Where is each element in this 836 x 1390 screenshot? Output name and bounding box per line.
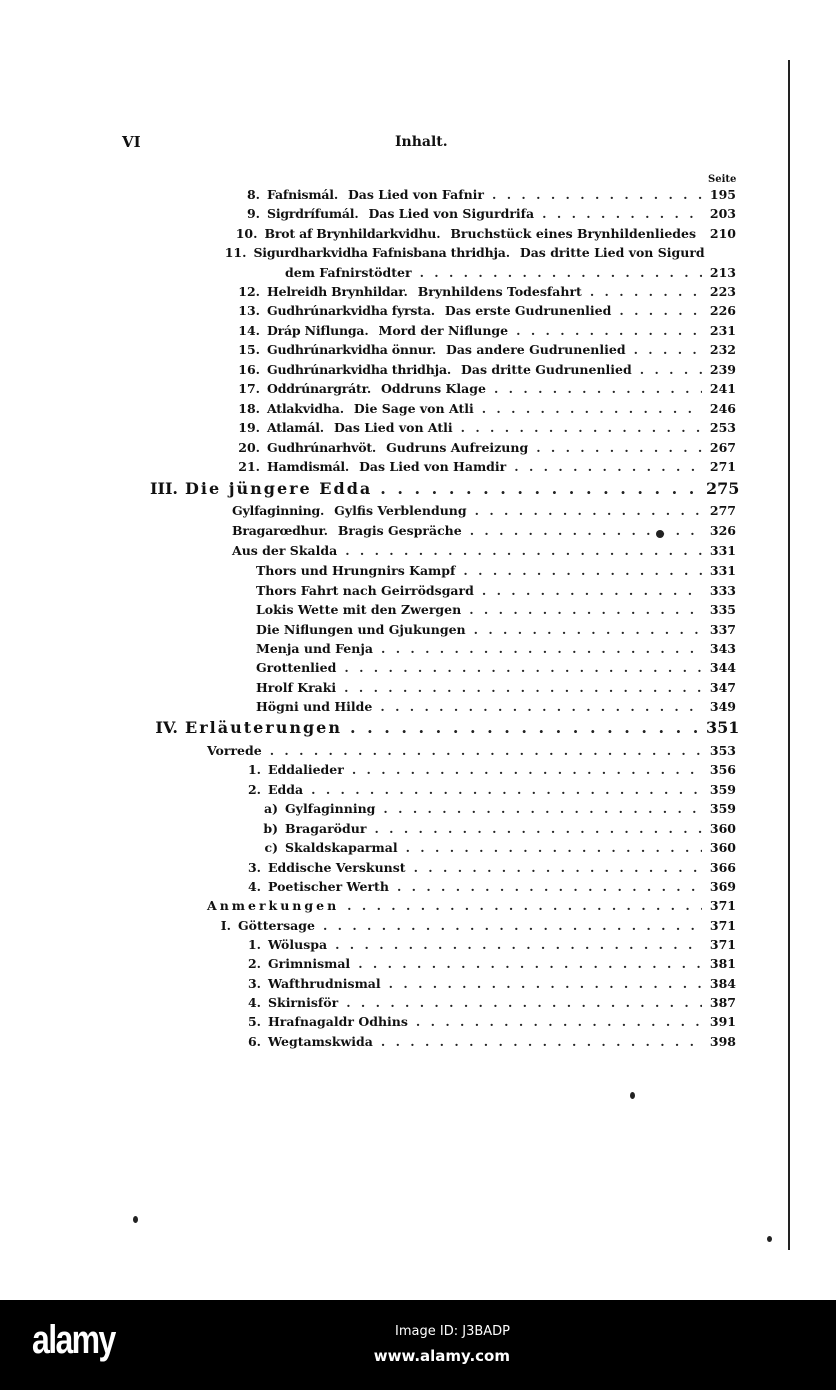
entry-latin-title: Oddrúnargrátr. (267, 381, 372, 396)
toc-entry (222, 419, 736, 437)
entry-german-title: Erläuterungen (185, 718, 342, 737)
scan-speck (656, 530, 664, 538)
entry-page-number: 195 (709, 187, 736, 202)
toc-entry (256, 698, 736, 716)
toc-entry (256, 659, 736, 677)
toc-entry (222, 244, 736, 262)
toc-entry (230, 1013, 736, 1031)
entry-page-number: 277 (709, 503, 736, 518)
dot-leader (397, 878, 702, 896)
toc-entry (232, 542, 736, 560)
watermark-bar (0, 1300, 836, 1390)
entry-number: 4. (247, 879, 261, 894)
entry-page-number: 213 (709, 265, 736, 280)
entry-german-title: Das Lied von Hamdir (359, 459, 507, 474)
entry-number: 2. (247, 782, 261, 797)
entry-number: 8. (246, 187, 260, 202)
entry-page-number: 210 (709, 226, 736, 241)
dot-leader (381, 1033, 702, 1051)
entry-number: 19. (238, 420, 260, 435)
toc-entry (222, 205, 736, 223)
entry-page-number: 335 (709, 602, 736, 617)
dot-leader (380, 698, 702, 716)
toc-entry (285, 264, 736, 282)
dot-leader (640, 361, 702, 379)
dot-leader (516, 322, 702, 340)
entry-number: 3. (247, 860, 261, 875)
entry-number: 14. (238, 323, 260, 338)
toc-entry (230, 781, 736, 799)
entry-page-number: 326 (709, 523, 736, 538)
entry-number: I. (220, 918, 231, 933)
running-head: Inhalt. (395, 134, 448, 150)
entry-latin-title: Sigrdrífumál. (267, 206, 359, 221)
dot-leader (542, 205, 702, 223)
entry-number: 6. (247, 1034, 261, 1049)
entry-number: 21. (238, 459, 260, 474)
dot-leader (494, 380, 702, 398)
dot-leader (380, 480, 702, 498)
entry-page-number: 359 (709, 782, 736, 797)
entry-latin-title: Gudhrúnarkvidha thridhja. (267, 362, 451, 377)
entry-german-title: Thors und Hrungnirs Kampf (256, 563, 456, 578)
entry-latin-title: Dráp Niflunga. (267, 323, 369, 338)
entry-page-number: 331 (709, 563, 736, 578)
dot-leader (383, 800, 702, 818)
alamy-logo: alamy (32, 1318, 115, 1362)
toc-entry (255, 820, 736, 838)
dot-leader (406, 839, 702, 857)
entry-latin-title: Gylfaginning. (232, 503, 325, 518)
dot-leader (463, 562, 702, 580)
toc-entry (230, 761, 736, 779)
entry-german-title: dem Fafnirstödter (285, 265, 412, 280)
dot-leader (469, 601, 702, 619)
entry-german-title: Poetischer Werth (268, 879, 389, 894)
entry-german-title: Bragarödur (285, 821, 367, 836)
dot-leader (492, 186, 702, 204)
entry-german-title: Skirnisför (268, 995, 339, 1010)
entry-german-title: Mord der Niflunge (378, 323, 509, 338)
entry-german-title: Eddalieder (268, 762, 344, 777)
entry-page-number: 223 (709, 284, 736, 299)
toc-entry (230, 859, 736, 877)
entry-page-number: 267 (709, 440, 736, 455)
entry-german-title: Das Lied von Sigurdrifa (368, 206, 535, 221)
toc-entry (222, 322, 736, 340)
entry-number: 2. (247, 956, 261, 971)
dot-leader (470, 522, 702, 540)
entry-latin-title: Gudhrúnarkvidha önnur. (267, 342, 436, 357)
entry-german-title: Die Sage von Atli (353, 401, 474, 416)
entry-german-title: Das erste Gudrunenlied (444, 303, 612, 318)
toc-entry (207, 742, 736, 760)
toc-entry (230, 975, 736, 993)
toc-entry (200, 917, 736, 935)
entry-german-title: Das andere Gudrunenlied (445, 342, 626, 357)
dot-leader (358, 955, 702, 973)
dot-leader (420, 264, 702, 282)
entry-page-number: 369 (709, 879, 736, 894)
entry-page-number: 391 (709, 1014, 736, 1029)
entry-number: 13. (238, 303, 260, 318)
entry-german-title: Wegtamskwida (268, 1034, 373, 1049)
entry-german-title: Das dritte Lied von Sigurd (519, 245, 705, 260)
toc-entry (230, 994, 736, 1012)
entry-page-number: 347 (709, 680, 736, 695)
entry-page-number: 360 (709, 821, 736, 836)
entry-number: 10. (235, 226, 258, 241)
toc-entry (230, 878, 736, 896)
entry-number: 1. (247, 937, 261, 952)
entry-page-number: 253 (709, 420, 736, 435)
entry-german-title: Skaldskaparmal (285, 840, 398, 855)
toc-entry (222, 302, 736, 320)
entry-page-number: 349 (709, 699, 736, 714)
entry-page-number: 359 (709, 801, 736, 816)
entry-number: 12. (238, 284, 260, 299)
toc-entry (255, 800, 736, 818)
entry-page-number: 337 (709, 622, 736, 637)
entry-latin-title: Brot af Brynhildarkvidhu. (264, 226, 441, 241)
dot-leader (482, 400, 702, 418)
dot-leader (590, 283, 702, 301)
image-id: Image ID: J3BADP (395, 1324, 510, 1339)
entry-page-number: 239 (709, 362, 736, 377)
entry-number: 4. (247, 995, 261, 1010)
dot-leader (461, 419, 702, 437)
entry-german-title: Anmerkungen (207, 898, 340, 913)
entry-german-title: Grimnismal (268, 956, 351, 971)
entry-german-title: Högni und Hilde (256, 699, 373, 714)
entry-page-number: 371 (709, 918, 736, 933)
dot-leader (347, 897, 702, 915)
entry-german-title: Hrafnagaldr Odhins (268, 1014, 408, 1029)
entry-german-title: Vorrede (207, 743, 262, 758)
toc-entry (255, 839, 736, 857)
entry-number: 15. (238, 342, 260, 357)
dot-leader (514, 458, 702, 476)
scan-speck (630, 1092, 635, 1099)
toc-entry (256, 679, 736, 697)
entry-german-title: Hrolf Kraki (256, 680, 337, 695)
dot-leader (352, 761, 702, 779)
entry-german-title: Das dritte Gudrunenlied (461, 362, 632, 377)
dot-leader (350, 719, 702, 737)
dot-leader (536, 439, 702, 457)
entry-german-title: Göttersage (238, 918, 315, 933)
dot-leader (374, 820, 702, 838)
entry-number: IV. (155, 718, 178, 737)
entry-german-title: Das Lied von Atli (333, 420, 453, 435)
toc-entry (140, 479, 740, 498)
entry-latin-title: Bragarœdhur. (232, 523, 328, 538)
dot-leader (270, 742, 702, 760)
entry-number: 18. (238, 401, 260, 416)
entry-german-title: Edda (268, 782, 304, 797)
entry-german-title: Bruchstück eines Brynhildenliedes (450, 226, 697, 241)
entry-page-number: 356 (709, 762, 736, 777)
entry-latin-title: Atlakvidha. (267, 401, 344, 416)
entry-number: b) (263, 821, 278, 836)
entry-german-title: Grottenlied (256, 660, 337, 675)
entry-number: 9. (246, 206, 260, 221)
entry-german-title: Wöluspa (268, 937, 328, 952)
toc-entry (222, 283, 736, 301)
toc-entry (140, 718, 740, 737)
entry-page-number: 333 (709, 583, 736, 598)
toc-entry (230, 936, 736, 954)
toc-entry (256, 640, 736, 658)
toc-entry (222, 458, 736, 476)
entry-german-title: Lokis Wette mit den Zwergen (256, 602, 462, 617)
entry-german-title: Aus der Skalda (232, 543, 338, 558)
entry-page-number: 271 (709, 459, 736, 474)
entry-page-number: 371 (709, 898, 736, 913)
page-column-label: Seite (708, 174, 737, 185)
entry-number: 20. (238, 440, 260, 455)
toc-entry (222, 361, 736, 379)
entry-number: 5. (247, 1014, 261, 1029)
entry-page-number: 344 (709, 660, 736, 675)
page-edge-line (788, 60, 790, 1250)
entry-german-title: Die jüngere Edda (185, 479, 373, 498)
entry-german-title: Brynhildens Todesfahrt (417, 284, 582, 299)
dot-leader (389, 975, 702, 993)
entry-page-number: 246 (709, 401, 736, 416)
dot-leader (311, 781, 702, 799)
entry-page-number: 371 (709, 937, 736, 952)
toc-entry (222, 341, 736, 359)
entry-german-title: Gylfaginning (285, 801, 376, 816)
dot-leader (619, 302, 702, 320)
entry-page-number: 351 (706, 718, 740, 737)
entry-page-number: 384 (709, 976, 736, 991)
watermark-url: www.alamy.com (373, 1347, 510, 1365)
scan-speck (767, 1236, 772, 1242)
entry-german-title: Wafthrudnismal (268, 976, 381, 991)
toc-entry (230, 1033, 736, 1051)
toc-entry (222, 380, 736, 398)
entry-latin-title: Sigurdharkvidha Fafnisbana thridhja. (253, 245, 510, 260)
dot-leader (414, 859, 702, 877)
entry-latin-title: Hamdismál. (267, 459, 350, 474)
dot-leader (482, 582, 702, 600)
entry-page-number: 360 (709, 840, 736, 855)
dot-leader (345, 542, 702, 560)
toc-entry (222, 186, 736, 204)
toc-entry (222, 439, 736, 457)
entry-german-title: Die Niflungen und Gjukungen (256, 622, 466, 637)
entry-number: 11. (224, 245, 247, 260)
entry-page-number: 275 (706, 479, 740, 498)
entry-number: a) (263, 801, 278, 816)
dot-leader (475, 502, 702, 520)
entry-page-number: 398 (709, 1034, 736, 1049)
dot-leader (344, 659, 702, 677)
entry-latin-title: Helreidh Brynhildar. (267, 284, 408, 299)
entry-page-number: 226 (709, 303, 736, 318)
entry-page-number: 241 (709, 381, 736, 396)
entry-page-number: 343 (709, 641, 736, 656)
entry-number: 17. (238, 381, 260, 396)
entry-german-title: Menja und Fenja (256, 641, 373, 656)
entry-latin-title: Gudhrúnarkvidha fyrsta. (267, 303, 435, 318)
toc-entry (232, 502, 736, 520)
entry-german-title: Gudruns Aufreizung (386, 440, 529, 455)
toc-entry (256, 601, 736, 619)
toc-entry (207, 897, 736, 915)
entry-number: 1. (247, 762, 261, 777)
dot-leader (474, 621, 702, 639)
entry-german-title: Eddische Verskunst (268, 860, 406, 875)
entry-german-title: Das Lied von Fafnir (347, 187, 485, 202)
toc-entry (222, 225, 736, 243)
entry-page-number: 381 (709, 956, 736, 971)
entry-latin-title: Fafnismál. (267, 187, 338, 202)
entry-page-number: 231 (709, 323, 736, 338)
dot-leader (416, 1013, 702, 1031)
entry-page-number: 366 (709, 860, 736, 875)
entry-page-number: 387 (709, 995, 736, 1010)
entry-german-title: Thors Fahrt nach Geirrödsgard (256, 583, 474, 598)
entry-german-title: Bragis Gespräche (337, 523, 462, 538)
entry-number: 16. (238, 362, 260, 377)
entry-number: 3. (247, 976, 261, 991)
entry-german-title: Oddruns Klage (381, 381, 486, 396)
entry-latin-title: Gudhrúnarhvöt. (267, 440, 377, 455)
entry-page-number: 331 (709, 543, 736, 558)
entry-german-title: Gylfis Verblendung (334, 503, 467, 518)
entry-page-number: 353 (709, 743, 736, 758)
toc-entry (222, 400, 736, 418)
dot-leader (344, 679, 702, 697)
entry-number: c) (264, 840, 278, 855)
toc-entry (256, 582, 736, 600)
scan-speck (133, 1216, 138, 1223)
page-number: VI (122, 133, 141, 151)
dot-leader (346, 994, 702, 1012)
dot-leader (335, 936, 702, 954)
entry-page-number: 232 (709, 342, 736, 357)
toc-entry (256, 621, 736, 639)
dot-leader (381, 640, 702, 658)
dot-leader (634, 341, 702, 359)
toc-entry (256, 562, 736, 580)
toc-entry (230, 955, 736, 973)
entry-latin-title: Atlamál. (267, 420, 324, 435)
entry-page-number: 203 (709, 206, 736, 221)
entry-number: III. (149, 479, 178, 498)
dot-leader (323, 917, 702, 935)
